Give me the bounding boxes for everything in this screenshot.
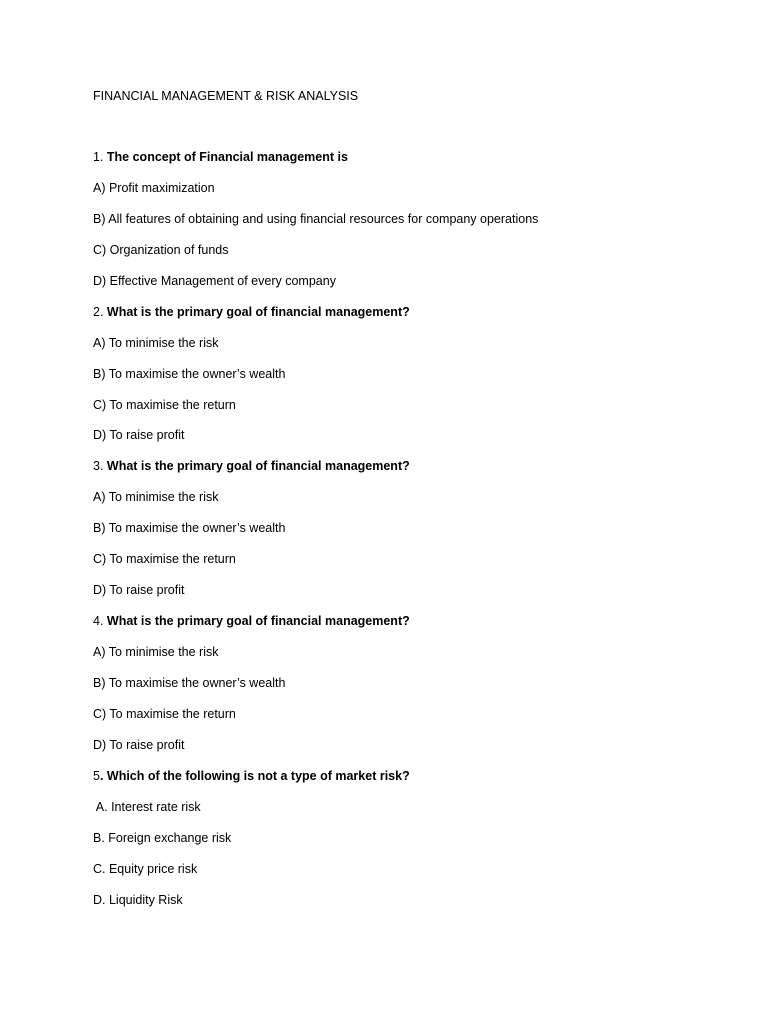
question-number: 5: [93, 768, 100, 783]
question-text: What is the primary goal of financial management?: [106, 459, 410, 474]
question-text: The concept of Financial management is: [106, 150, 348, 164]
option-4b: B) To maximise the owner’s wealth: [93, 675, 286, 690]
option-3c: C) To maximise the return: [93, 552, 236, 567]
option-4c: C) To maximise the return: [93, 706, 236, 721]
option-4d: D) To raise profit: [93, 737, 185, 752]
question-text: What is the primary goal of financial management?: [106, 614, 410, 629]
question-text: . Which of the following is not a type of market risk?: [99, 768, 410, 783]
question-number: 2.: [93, 304, 107, 319]
option-1a: A) Profit maximization: [93, 180, 215, 195]
option-3b: B) To maximise the owner’s wealth: [93, 521, 286, 536]
question-text: What is the primary goal of financial management?: [106, 304, 410, 319]
option-3d: D) To raise profit: [93, 583, 185, 598]
question-1: [93, 148, 733, 179]
option-1b: B) All features of obtaining and using financial resources for company operations: [93, 211, 539, 226]
option-2c: C) To maximise the return: [93, 397, 236, 412]
option-5d: D. Liquidity Risk: [93, 892, 183, 907]
question-5: [93, 767, 733, 798]
question-2: [93, 303, 733, 334]
question-number: 3.: [93, 459, 107, 474]
question-4: [93, 612, 733, 643]
question-number: 4.: [93, 614, 107, 629]
option-5a: A. Interest rate risk: [93, 799, 201, 814]
option-2a: A) To minimise the risk: [93, 335, 219, 350]
option-2d: D) To raise profit: [93, 428, 185, 443]
question-number: 1.: [93, 150, 107, 164]
option-1c: C) Organization of funds: [93, 242, 229, 257]
document-title: FINANCIAL MANAGEMENT & RISK ANALYSIS: [93, 89, 359, 103]
option-1d: D) Effective Management of every company: [93, 273, 336, 288]
question-3: [93, 457, 733, 488]
option-5b: B. Foreign exchange risk: [93, 830, 232, 845]
option-4a: A) To minimise the risk: [93, 645, 219, 659]
option-2b: B) To maximise the owner’s wealth: [93, 366, 286, 381]
option-5c: C. Equity price risk: [93, 861, 198, 876]
question-list: [93, 148, 733, 921]
option-3a: A) To minimise the risk: [93, 490, 219, 505]
